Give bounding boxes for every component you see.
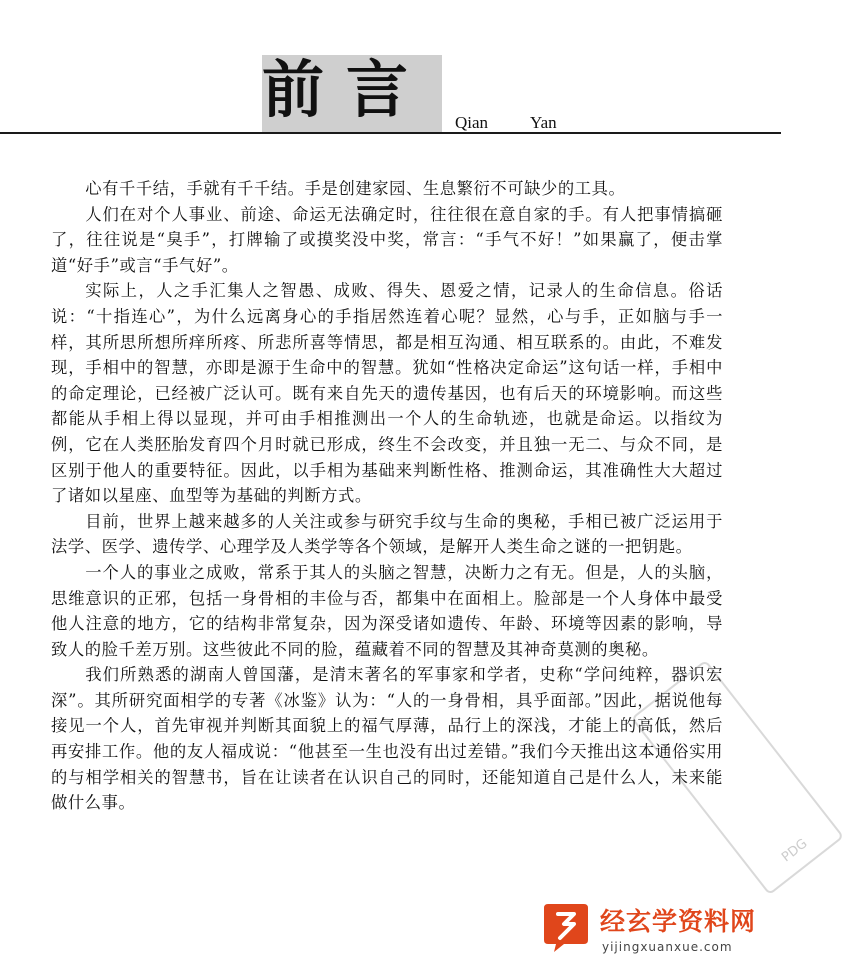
paragraph-3: 实际上，人之手汇集人之智愚、成败、得失、恩爱之情，记录人的生命信息。俗话说：“十指连心”，为什么远离身心的手指居然连着心呢？显然，心与手，正如脑与手一样，其所思所想所痒所疼、所悲所喜等情思，都是相互沟通、相互联系的。由此，不难发现，手相中的智慧，亦即是源于生命中的智慧。犹如“性格决定命运”这句话一样，手相中的命定理论，已经被广泛认可。既有来自先天的遗传基因，也有后天的环境影响。而这些都能从手相上得以显现，并可由手相推测出一个人的生命轨迹，也就是命运。以指纹为例，它在人类胚胎发育四个月时就已形成，终生不会改变，并且独一无二、与众不同，是区别于他人的重要特征。因此，以手相为基础来判断性格、推测命运，其准确性大大超过了诸如以星座、血型等为基础的判断方式。 [51,281,723,506]
page-title: 前言 [262,53,431,126]
paragraph-1: 心有千千结，手就有千千结。手是创建家园、生息繁衍不可缺少的工具。 [85,179,626,198]
site-logo[interactable] [540,900,780,960]
watermark-seal-text: PDG [779,836,811,866]
paragraph-6: 我们所熟悉的湖南人曾国藩，是清末著名的军事家和学者，史称“学问纯粹，器识宏深”。其所研究面相学的专著《冰鉴》认为：“人的一身骨相，具乎面部。”因此，据说他每接见一个人，首先审视并判断其面貌上的福气厚薄，品行上的深浅，才能上的高低，然后再安排工作。他的友人福成说：“他甚至一生也没有出过差错。”我们今天推出这本通俗实用的与相学相关的智慧书，旨在让读者在认识自己的同时，还能知道自己是什么人，未来能做什么事。 [51,665,723,813]
logo-icon [540,900,592,954]
paragraph-5: 一个人的事业之成败，常系于其人的头脑之智慧，决断力之有无。但是，人的头脑，思维意识的正邪，包括一身骨相的丰俭与否，都集中在面相上。脸部是一个人身体中最受他人注意的地方，它的结构非常复杂，因为深受诸如遗传、年龄、环境等因素的影响，导致人的脸千差万别。这些彼此不同的脸，蕴藏着不同的智慧及其神奇莫测的奥秘。 [51,562,723,659]
pinyin-yan: Yan [530,113,557,132]
logo-text: 经玄学资料网 [600,907,757,936]
body-text [51,176,723,816]
paragraph-4: 目前，世界上越来越多的人关注或参与研究手纹与生命的奥秘，手相已被广泛运用于法学、医学、遗传学、心理学及人类学等各个领域，是解开人类生命之谜的一把钥匙。 [51,511,723,557]
header-rule [0,132,781,134]
title-pinyin [455,113,599,133]
logo-url: yijingxuanxue.com [602,940,733,954]
pinyin-qian: Qian [455,113,489,132]
paragraph-2: 人们在对个人事业、前途、命运无法确定时，往往很在意自家的手。有人把事情搞砸了，往往说是“臭手”，打牌输了或摸奖没中奖，常言：“手气不好！”如果赢了，便击掌道“好手”或言“手气好”。 [51,204,723,275]
